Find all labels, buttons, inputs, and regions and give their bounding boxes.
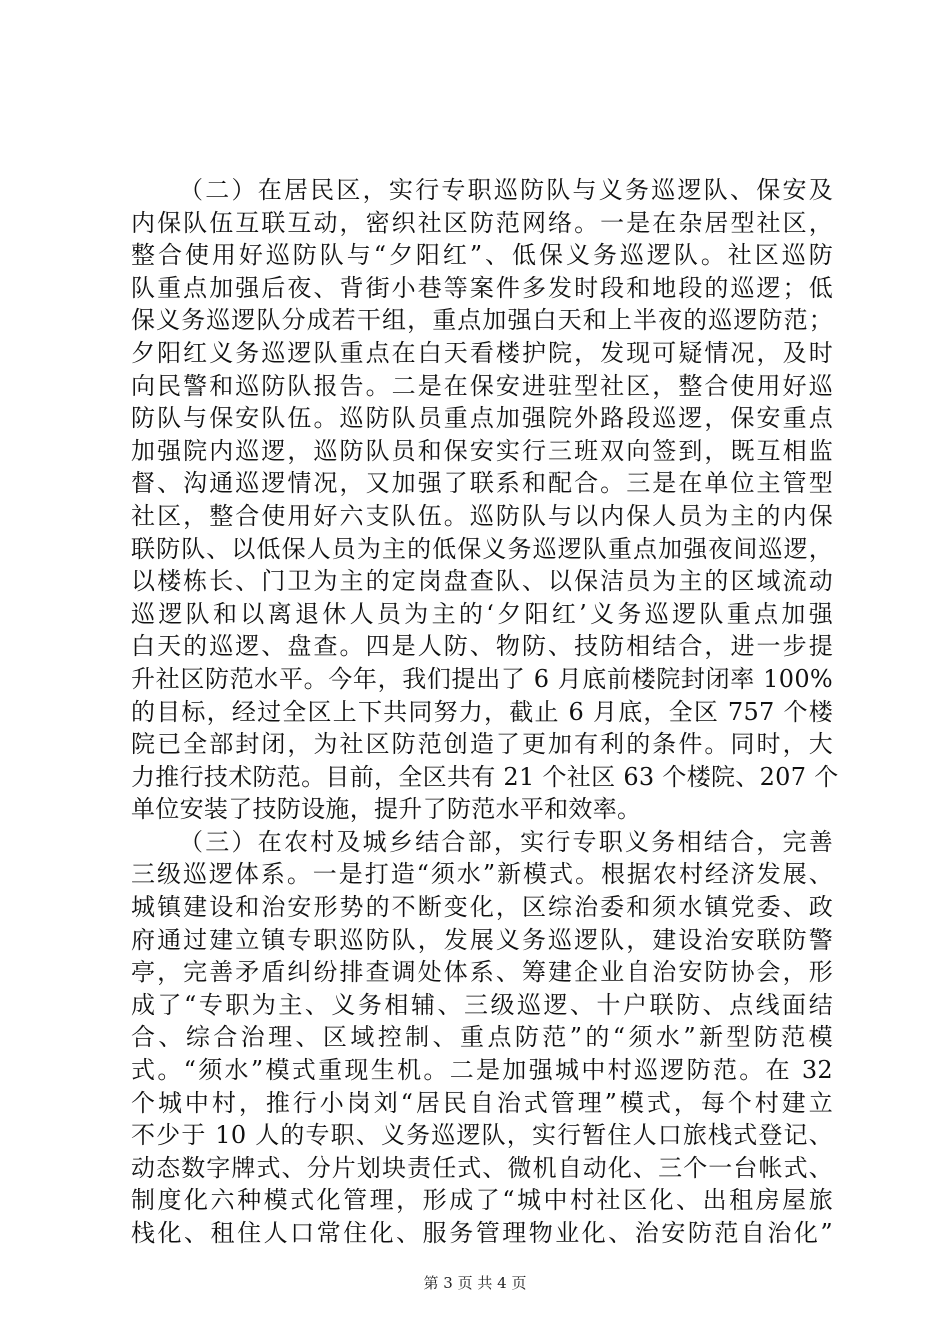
document-body: [131, 174, 839, 1250]
paragraph-line: 动态数字牌式、分片划块责任式、微机自动化、三个一台帐式、: [131, 1153, 833, 1182]
paragraph-line: 城镇建设和治安形势的不断变化，区综治委和须水镇党委、政: [131, 893, 833, 922]
paragraph-line: 的目标，经过全区上下共同努力，截止 6 月底，全区 757 个楼: [131, 697, 833, 726]
paragraph-line: 个城中村，推行小岗刘“居民自治式管理”模式，每个村建立: [131, 1088, 833, 1117]
paragraph-line: 联防队、以低保人员为主的低保义务巡逻队重点加强夜间巡逻，: [131, 534, 833, 563]
paragraph-line: 社区，整合使用好六支队伍。巡防队与以内保人员为主的内保: [131, 501, 833, 530]
paragraph-line: （二）在居民区，实行专职巡防队与义务巡逻队、保安及: [179, 176, 833, 204]
paragraph-line: 升社区防范水平。今年，我们提出了 6 月底前楼院封闭率 100%: [131, 664, 833, 693]
paragraph-line: 督、沟通巡逻情况，又加强了联系和配合。三是在单位主管型: [131, 469, 833, 498]
paragraph-line: 巡逻队和以离退休人员为主的‘夕阳红’义务巡逻队重点加强: [131, 599, 833, 628]
paragraph-line: 合、综合治理、区域控制、重点防范”的“须水”新型防范模: [131, 1023, 833, 1052]
paragraph-line: 以楼栋长、门卫为主的定岗盘查队、以保洁员为主的区域流动: [131, 567, 833, 596]
paragraph-line: 夕阳红义务巡逻队重点在白天看楼护院，发现可疑情况，及时: [131, 338, 833, 367]
paragraph-line: 防队与保安队伍。巡防队员重点加强院外路段巡逻，保安重点: [131, 404, 833, 433]
paragraph-line: 栈化、租住人口常住化、服务管理物业化、治安防范自治化”: [131, 1219, 833, 1247]
paragraph-line: 保义务巡逻队分成若干组，重点加强白天和上半夜的巡逻防范；: [131, 306, 833, 335]
paragraph-line: 单位安装了技防设施，提升了防范水平和效率。: [131, 795, 642, 824]
page-number-indicator: 第 3 页 共 4 页: [423, 1274, 527, 1292]
paragraph-line: 整合使用好巡防队与“夕阳红”、低保义务巡逻队。社区巡防: [131, 241, 833, 270]
paragraph-line: 制度化六种模式化管理，形成了“城中村社区化、出租房屋旅: [131, 1186, 833, 1215]
paragraph-line: 不少于 10 人的专职、义务巡逻队，实行暂住人口旅栈式登记、: [131, 1121, 833, 1150]
paragraph-line: 队重点加强后夜、背街小巷等案件多发时段和地段的巡逻；低: [131, 273, 833, 302]
paragraph-line: 成了“专职为主、义务相辅、三级巡逻、十户联防、点线面结: [131, 990, 833, 1019]
page-footer: [0, 1273, 950, 1293]
paragraph-line: 白天的巡逻、盘查。四是人防、物防、技防相结合，进一步提: [131, 632, 833, 661]
paragraph-line: 三级巡逻体系。一是打造“须水”新模式。根据农村经济发展、: [131, 860, 833, 889]
paragraph-line: 府通过建立镇专职巡防队，发展义务巡逻队，建设治安联防警: [131, 925, 833, 954]
paragraph-line: 加强院内巡逻，巡防队员和保安实行三班双向签到，既互相监: [131, 436, 833, 465]
paragraph-line: 式。“须水”模式重现生机。二是加强城中村巡逻防范。在 32: [131, 1056, 833, 1085]
paragraph-line: （三）在农村及城乡结合部，实行专职义务相结合，完善: [179, 827, 833, 856]
paragraph-line: 向民警和巡防队报告。二是在保安进驻型社区，整合使用好巡: [131, 371, 833, 400]
paragraph-3: [131, 826, 833, 1250]
paragraph-line: 内保队伍互联互动，密织社区防范网络。一是在杂居型社区，: [131, 208, 833, 237]
paragraph-2: [131, 174, 839, 826]
paragraph-line: 力推行技术防范。目前，全区共有 21 个社区 63 个楼院、207 个: [131, 762, 839, 791]
paragraph-line: 院已全部封闭，为社区防范创造了更加有利的条件。同时，大: [131, 730, 833, 759]
paragraph-line: 亭，完善矛盾纠纷排查调处体系、筹建企业自治安防协会，形: [131, 958, 833, 987]
